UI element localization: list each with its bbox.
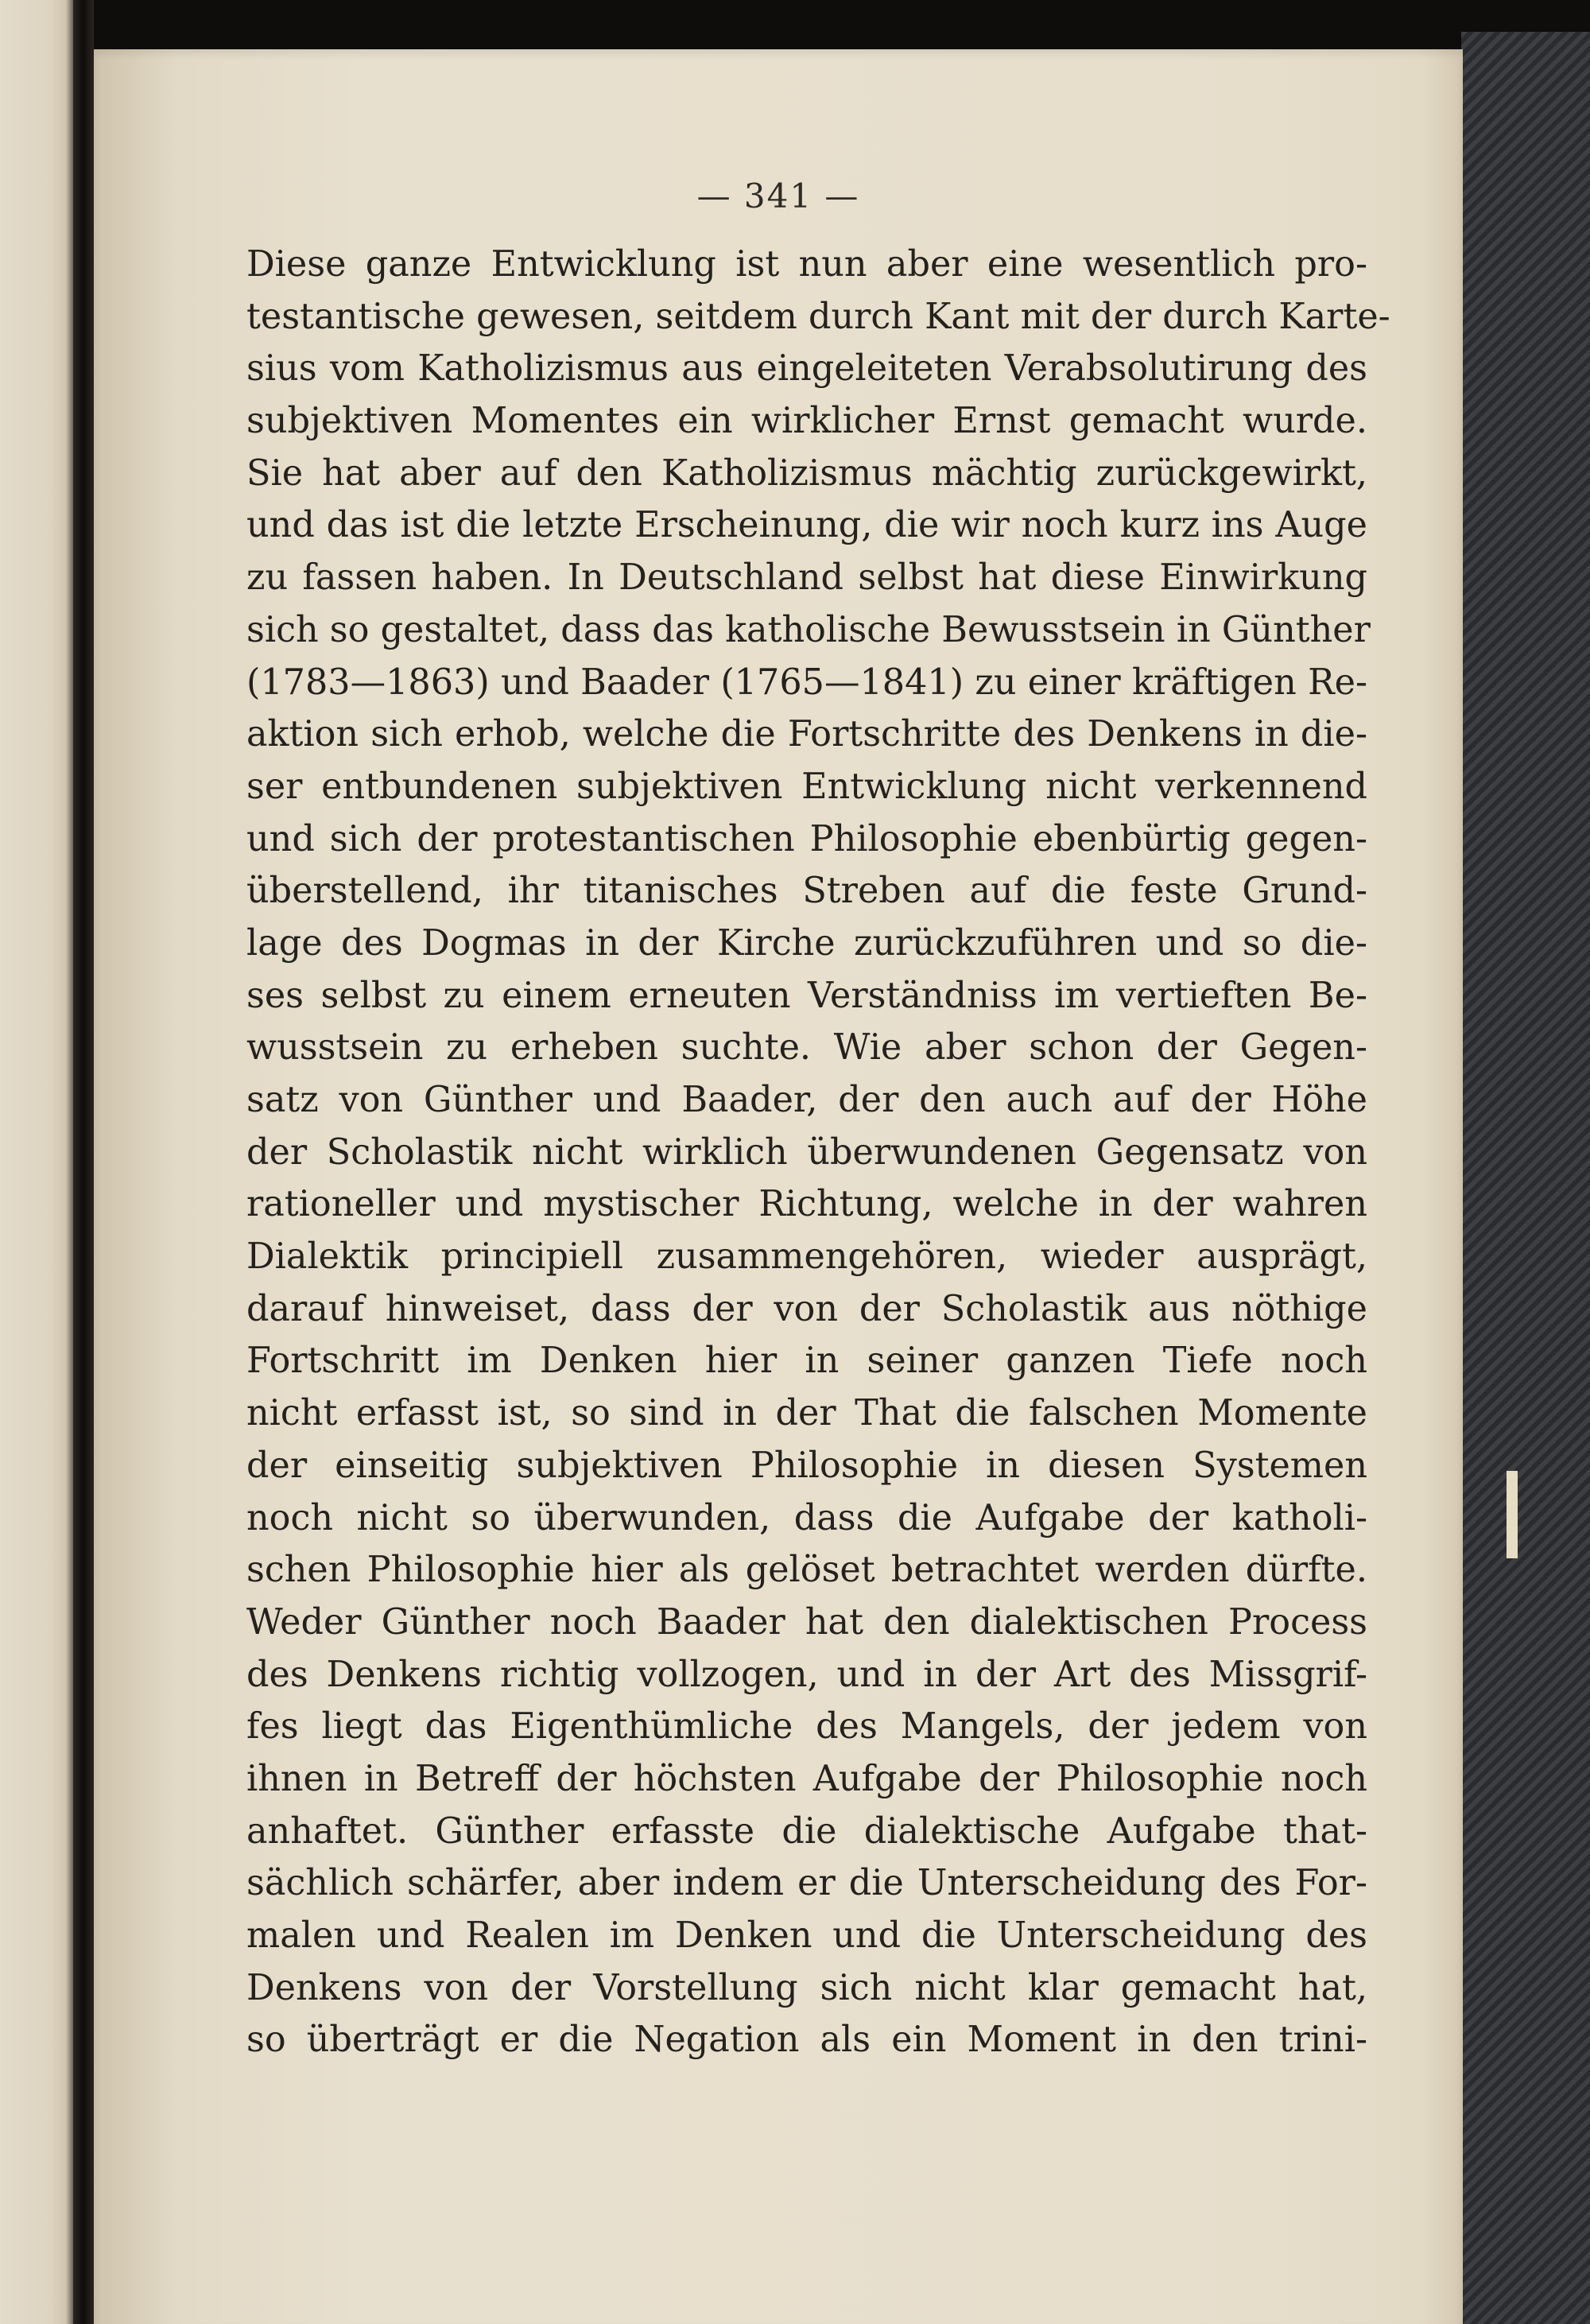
spine-bookmark	[1507, 1471, 1518, 1558]
text-line: überstellend, ihr titanisches Streben auf die feste Grund-	[246, 871, 1367, 912]
text-line: Dialektik principiell zusammengehören, wieder ausprägt,	[246, 1236, 1367, 1278]
text-line: Sie hat aber auf den Katholizismus mächtig zurückgewirkt,	[246, 452, 1367, 494]
text-line: malen und Realen im Denken und die Unterscheidung des	[246, 1915, 1367, 1956]
book-page	[94, 49, 1463, 2324]
book-gutter	[73, 0, 94, 2324]
text-line: testantische gewesen, seitdem durch Kant mit der durch Karte-	[246, 296, 1390, 337]
text-line: Fortschritt im Denken hier in seiner ganzen Tiefe noch	[246, 1340, 1367, 1382]
text-line: der einseitig subjektiven Philosophie in diesen Systemen	[246, 1445, 1367, 1486]
text-line: darauf hinweiset, dass der von der Scholastik aus nöthige	[246, 1288, 1367, 1329]
text-line: und das ist die letzte Erscheinung, die wir noch kurz ins Auge	[246, 505, 1367, 546]
text-line: so überträgt er die Negation als ein Moment in den trini-	[246, 2019, 1367, 2061]
text-line: Diese ganze Entwicklung ist nun aber eine wesentlich pro-	[246, 244, 1367, 285]
text-line: satz von Günther und Baader, der den auch auf der Höhe	[246, 1080, 1367, 1120]
text-line: Denkens von der Vorstellung sich nicht klar gemacht hat,	[246, 1967, 1367, 2008]
text-line: der Scholastik nicht wirklich überwundenen Gegensatz von	[246, 1131, 1367, 1173]
text-line: nicht erfasst ist, so sind in der That die falschen Momente	[246, 1393, 1367, 1434]
text-line: und sich der protestantischen Philosophie ebenbürtig gegen-	[246, 818, 1367, 859]
text-line: sius vom Katholizismus aus eingeleiteten Verabsolutirung des	[246, 348, 1367, 390]
text-line: sächlich schärfer, aber indem er die Unterscheidung des For-	[246, 1863, 1367, 1904]
text-line: wusstsein zu erheben suchte. Wie aber schon der Gegen-	[246, 1027, 1367, 1069]
text-line: (1783—1863) und Baader (1765—1841) zu einer kräftigen Re-	[246, 662, 1367, 703]
text-line: fes liegt das Eigenthümliche des Mangels, der jedem von	[246, 1706, 1367, 1748]
text-line: des Denkens richtig vollzogen, und in der Art des Missgrif-	[246, 1654, 1367, 1695]
text-line: zu fassen haben. In Deutschland selbst hat diese Einwirkung	[246, 557, 1367, 599]
text-line: sich so gestaltet, dass das katholische Bewusstsein in Günther	[246, 609, 1371, 650]
text-line: ihnen in Betreff der höchsten Aufgabe der Philosophie noch	[246, 1758, 1367, 1799]
body-text	[246, 239, 1390, 2066]
text-line: noch nicht so überwunden, dass die Aufgabe der katholi-	[246, 1497, 1367, 1538]
text-line: anhaftet. Günther erfasste die dialektische Aufgabe that-	[246, 1810, 1367, 1852]
facing-page-edge	[0, 0, 73, 2324]
text-line: lage des Dogmas in der Kirche zurückzuführen und so die-	[246, 922, 1367, 964]
text-line: schen Philosophie hier als gelöset betrachtet werden dürfte.	[246, 1550, 1367, 1591]
book-cover-edge	[1461, 32, 1590, 2324]
text-line: subjektiven Momentes ein wirklicher Ernst gemacht wurde.	[246, 401, 1367, 442]
text-line: rationeller und mystischer Richtung, welche in der wahren	[246, 1184, 1367, 1225]
text-line: ses selbst zu einem erneuten Verständniss im vertieften Be-	[246, 975, 1367, 1016]
page-number: — 341 —	[696, 177, 860, 215]
text-line: aktion sich erhob, welche die Fortschritte des Denkens in die-	[246, 714, 1367, 755]
text-line: ser entbundenen subjektiven Entwicklung nicht verkennend	[246, 766, 1367, 807]
text-line: Weder Günther noch Baader hat den dialektischen Process	[246, 1601, 1367, 1643]
